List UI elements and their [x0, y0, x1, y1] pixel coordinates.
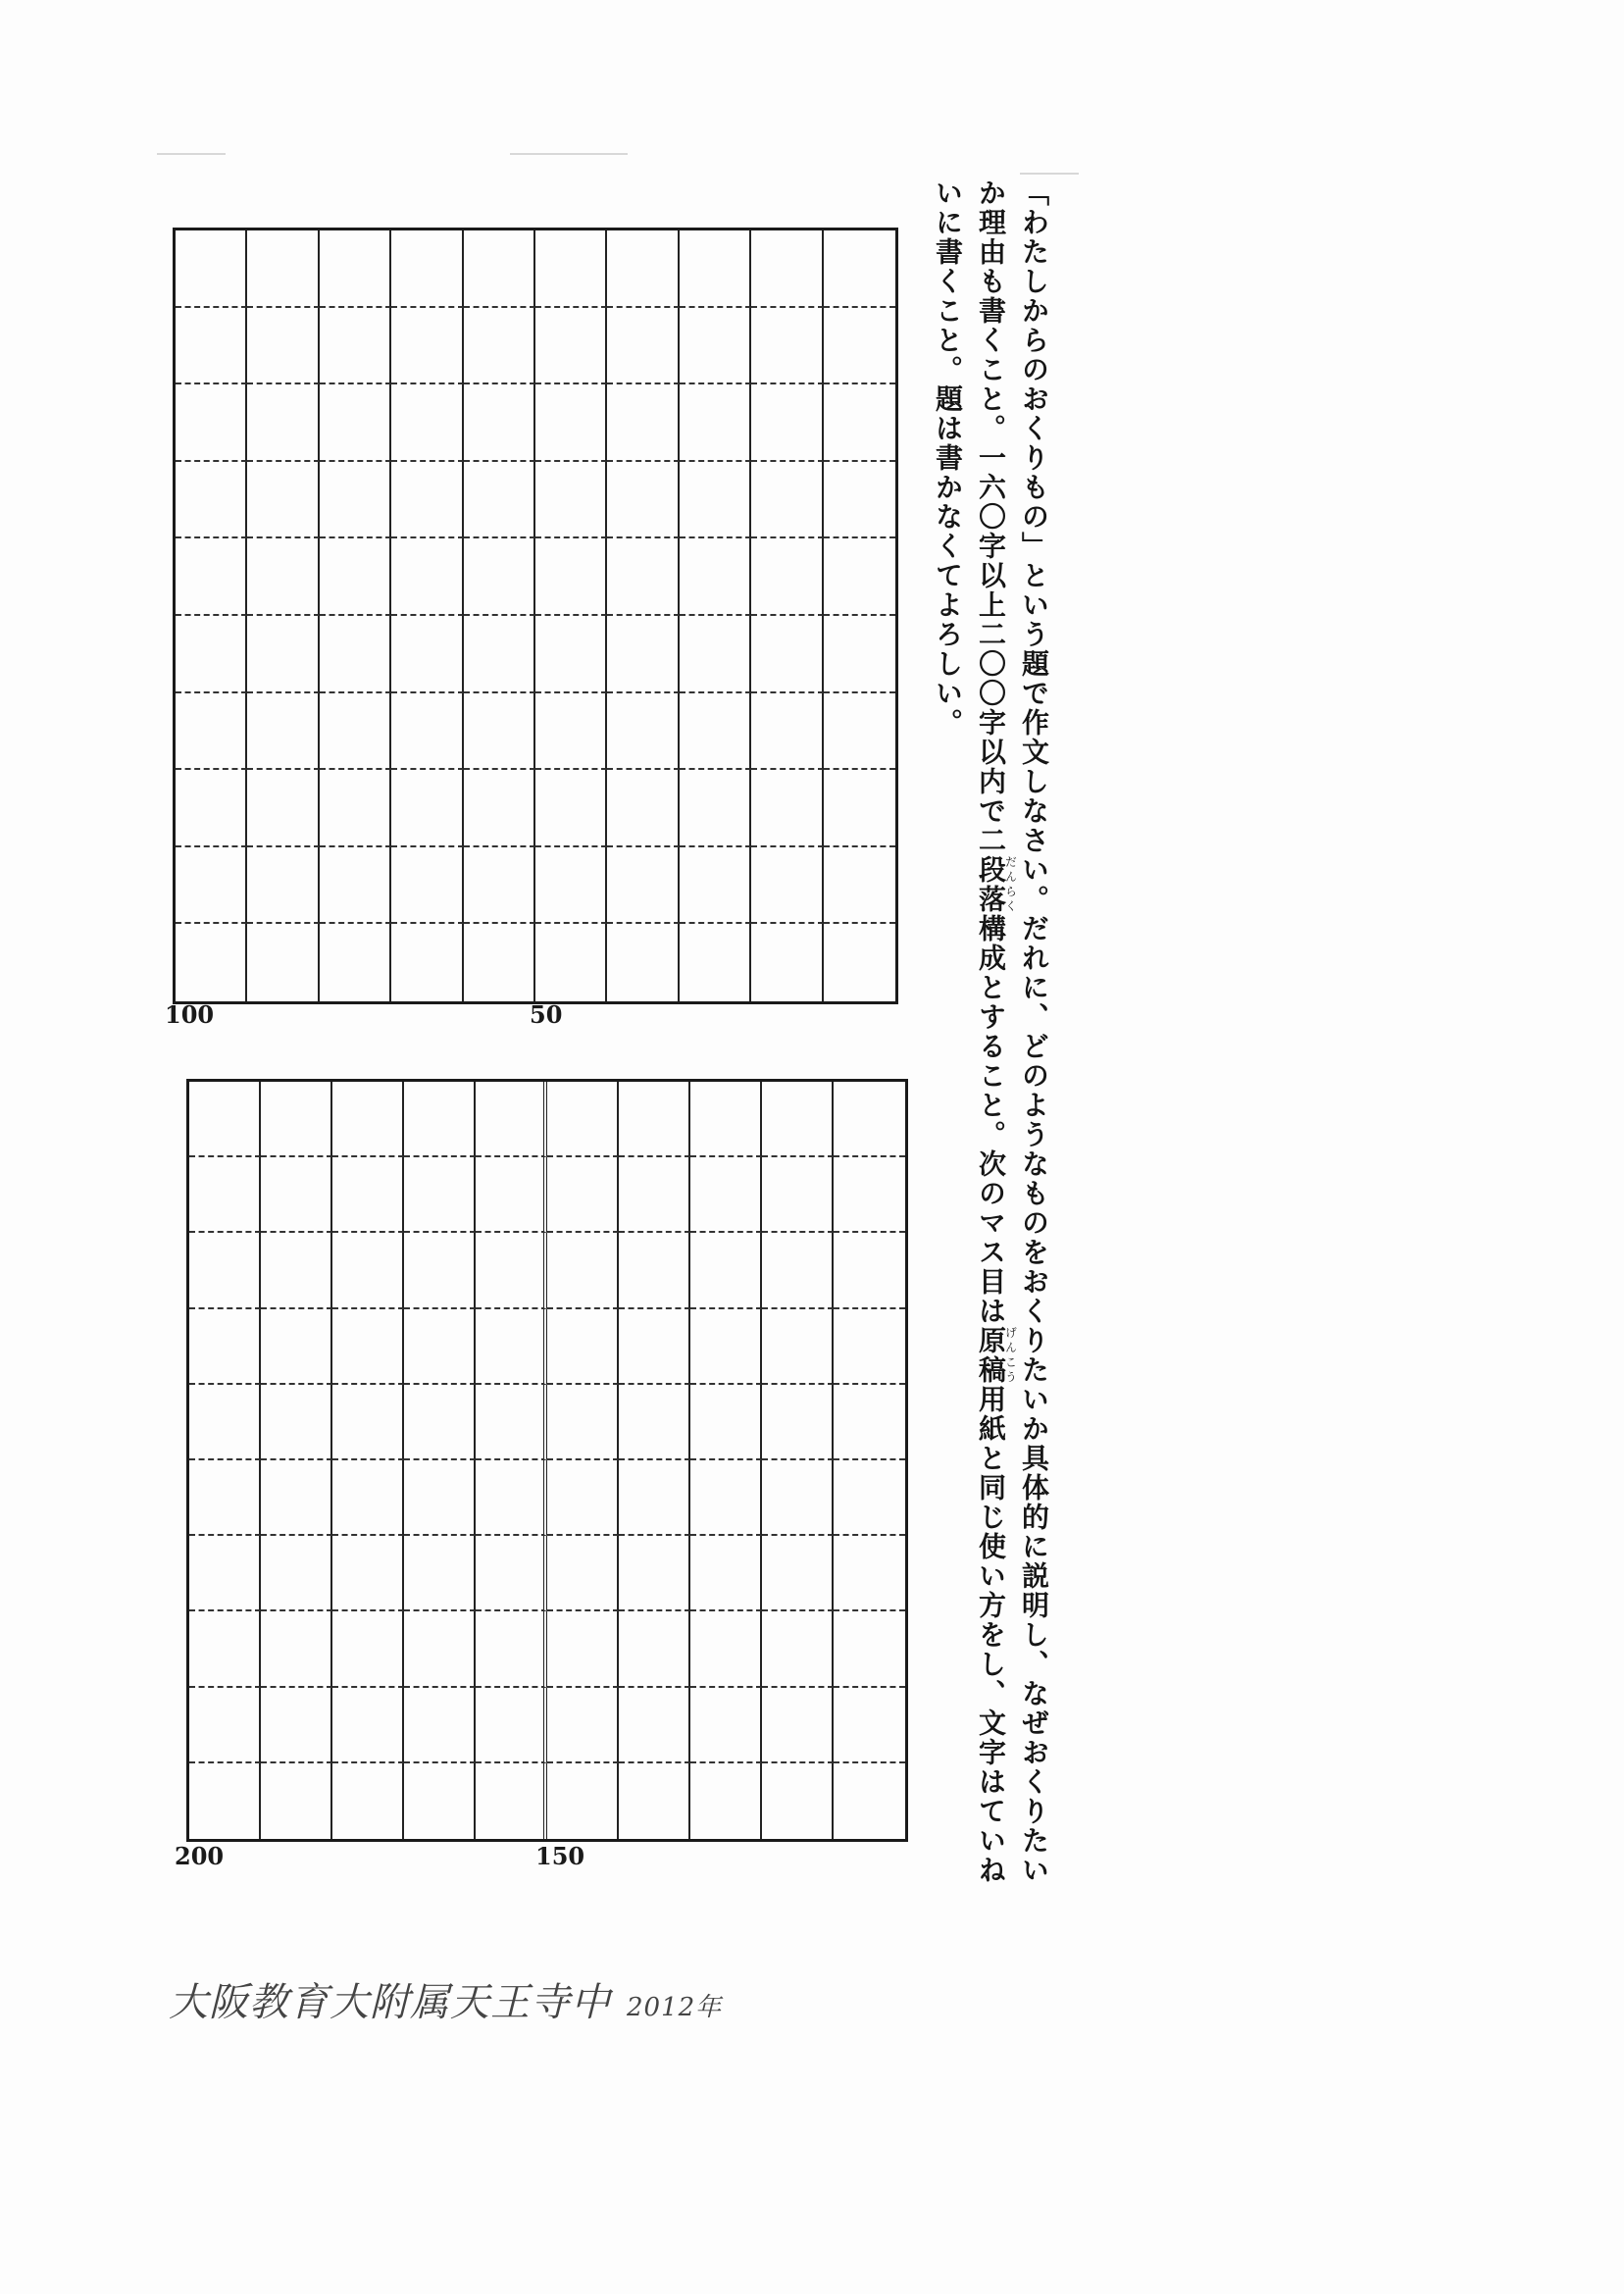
grid-cell	[824, 770, 895, 847]
grid-cell	[762, 1611, 834, 1687]
grid-cell	[189, 1763, 261, 1839]
grid-cell	[247, 538, 319, 616]
grid-cell	[619, 1611, 690, 1687]
grid-cell	[247, 384, 319, 462]
exam-year: 2012年	[627, 1993, 723, 2022]
grid-cell	[332, 1309, 404, 1385]
grid-cell	[834, 1309, 905, 1385]
grid-cell	[176, 616, 247, 693]
grid-cell	[247, 693, 319, 771]
grid-cell	[547, 1611, 619, 1687]
grid-cell	[189, 1385, 261, 1460]
grid-cell	[690, 1082, 762, 1157]
grid-cell	[261, 1082, 332, 1157]
grid-cell	[762, 1309, 834, 1385]
grid-cell	[751, 538, 823, 616]
grid-cell	[404, 1082, 476, 1157]
grid-cell	[176, 693, 247, 771]
grid-cell	[332, 1611, 404, 1687]
grid-cell	[189, 1082, 261, 1157]
grid-cell	[834, 1233, 905, 1308]
grid-cell	[391, 230, 463, 308]
grid-cell	[320, 308, 391, 385]
grid-cell	[320, 924, 391, 1001]
grid-cell	[176, 924, 247, 1001]
grid-cell	[189, 1688, 261, 1763]
grid-cell	[391, 847, 463, 925]
grid-cell	[680, 538, 751, 616]
grid-cell	[332, 1157, 404, 1233]
grid-cell	[607, 230, 679, 308]
grid-cell	[404, 1763, 476, 1839]
grid-cell	[751, 693, 823, 771]
grid-cell	[751, 308, 823, 385]
grid-cell	[176, 308, 247, 385]
grid-cell	[619, 1385, 690, 1460]
grid-cell	[404, 1460, 476, 1536]
instruction-line-2-cont: 構成とすること。次のマス目は	[975, 914, 1007, 1326]
grid-cell	[404, 1157, 476, 1233]
grid-cell	[464, 770, 535, 847]
grid-cell	[261, 1611, 332, 1687]
grid-cell	[535, 616, 607, 693]
grid-cell	[619, 1082, 690, 1157]
grid-cell	[547, 1763, 619, 1839]
grid-cell	[751, 230, 823, 308]
grid-cell	[476, 1157, 547, 1233]
grid-cell	[762, 1233, 834, 1308]
grid-cell	[607, 308, 679, 385]
grid-cell	[834, 1611, 905, 1687]
grid-cell	[619, 1763, 690, 1839]
grid-cell	[535, 847, 607, 925]
ruby-danraku: 段落だんらく	[975, 855, 1018, 914]
grid-cell	[404, 1233, 476, 1308]
grid-cell	[391, 308, 463, 385]
grid-cell	[476, 1309, 547, 1385]
grid-cell	[464, 308, 535, 385]
grid-cell	[751, 847, 823, 925]
grid-cell	[535, 924, 607, 1001]
char-count-label-200: 200	[175, 1842, 225, 1870]
grid-cell	[404, 1536, 476, 1611]
grid-cell	[332, 1233, 404, 1308]
grid-cell	[680, 924, 751, 1001]
grid-cell	[690, 1763, 762, 1839]
grid-cell	[176, 847, 247, 925]
grid-cell	[332, 1385, 404, 1460]
grid-cell	[824, 616, 895, 693]
grid-cell	[464, 462, 535, 539]
grid-cell	[535, 308, 607, 385]
grid-cell	[476, 1688, 547, 1763]
grid-cell	[391, 693, 463, 771]
grid-cell	[762, 1688, 834, 1763]
grid-cell	[464, 538, 535, 616]
grid-cell	[834, 1082, 905, 1157]
grid-cell	[690, 1611, 762, 1687]
grid-cell	[547, 1688, 619, 1763]
grid-cell	[607, 924, 679, 1001]
grid-cell	[834, 1157, 905, 1233]
grid-cell	[176, 230, 247, 308]
school-name: 大阪教育大附属天王寺中	[169, 1980, 611, 2025]
grid-cell	[320, 693, 391, 771]
instruction-line-3: はていねいに書くこと。題は書かなくてよろしい。	[932, 178, 1007, 1885]
grid-cell	[261, 1460, 332, 1536]
grid-cell	[690, 1309, 762, 1385]
grid-cell	[332, 1082, 404, 1157]
grid-cell	[619, 1157, 690, 1233]
grid-cell	[404, 1309, 476, 1385]
grid-cell	[547, 1536, 619, 1611]
grid-cell	[247, 230, 319, 308]
grid-cell	[547, 1309, 619, 1385]
scan-artifact	[1020, 173, 1079, 175]
grid-cell	[680, 308, 751, 385]
char-count-label-150: 150	[535, 1842, 585, 1870]
grid-cell	[391, 384, 463, 462]
grid-cell	[391, 538, 463, 616]
grid-cell	[824, 462, 895, 539]
grid-cell	[751, 616, 823, 693]
grid-cell	[261, 1309, 332, 1385]
grid-cell	[824, 384, 895, 462]
grid-cell	[619, 1536, 690, 1611]
grid-cell	[751, 462, 823, 539]
grid-cell	[762, 1763, 834, 1839]
grid-cell	[332, 1536, 404, 1611]
grid-cell	[607, 847, 679, 925]
grid-cell	[762, 1082, 834, 1157]
grid-cell	[680, 847, 751, 925]
grid-cell	[762, 1460, 834, 1536]
grid-cell	[391, 616, 463, 693]
grid-cell	[320, 462, 391, 539]
grid-cell	[824, 308, 895, 385]
grid-cell	[176, 384, 247, 462]
grid-cell	[607, 693, 679, 771]
grid-cell	[464, 616, 535, 693]
grid-cell	[834, 1385, 905, 1460]
grid-cell	[320, 538, 391, 616]
grid-cell	[619, 1309, 690, 1385]
grid-cell	[476, 1082, 547, 1157]
grid-cell	[607, 770, 679, 847]
grid-cell	[834, 1536, 905, 1611]
grid-cell	[476, 1233, 547, 1308]
grid-cell	[404, 1385, 476, 1460]
grid-cell	[824, 538, 895, 616]
grid-cell	[391, 924, 463, 1001]
grid-cell	[476, 1385, 547, 1460]
scan-artifact	[157, 153, 226, 155]
grid-cell	[680, 462, 751, 539]
grid-cell	[261, 1536, 332, 1611]
grid-cell	[690, 1460, 762, 1536]
grid-cell	[547, 1460, 619, 1536]
manuscript-grid-101-200	[186, 1079, 908, 1842]
grid-cell	[824, 847, 895, 925]
grid-cell	[320, 230, 391, 308]
grid-cell	[320, 847, 391, 925]
grid-cell	[247, 847, 319, 925]
grid-cell	[247, 462, 319, 539]
grid-cell	[464, 693, 535, 771]
handwritten-source-note	[169, 1971, 722, 2027]
grid-cell	[680, 770, 751, 847]
grid-cell	[261, 1763, 332, 1839]
grid-cell	[404, 1688, 476, 1763]
grid-cell	[535, 693, 607, 771]
grid-cell	[176, 538, 247, 616]
char-count-label-50: 50	[530, 1000, 563, 1029]
grid-cell	[547, 1233, 619, 1308]
grid-cell	[247, 924, 319, 1001]
grid-cell	[261, 1157, 332, 1233]
char-count-label-100: 100	[165, 1000, 215, 1029]
grid-cell	[176, 462, 247, 539]
grid-cell	[607, 538, 679, 616]
grid-cell	[464, 230, 535, 308]
grid-cell	[247, 308, 319, 385]
grid-cell	[751, 924, 823, 1001]
grid-cell	[751, 384, 823, 462]
grid-cell	[619, 1460, 690, 1536]
grid-cell	[751, 770, 823, 847]
grid-cell	[261, 1688, 332, 1763]
grid-cell	[834, 1763, 905, 1839]
grid-cell	[189, 1233, 261, 1308]
grid-cell	[189, 1611, 261, 1687]
grid-cell	[680, 384, 751, 462]
grid-cell	[464, 847, 535, 925]
grid-cell	[476, 1536, 547, 1611]
grid-cell	[189, 1309, 261, 1385]
grid-cell	[834, 1688, 905, 1763]
grid-cell	[762, 1385, 834, 1460]
grid-cell	[261, 1385, 332, 1460]
grid-cell	[320, 384, 391, 462]
grid-cell	[607, 616, 679, 693]
grid-cell	[834, 1460, 905, 1536]
grid-cell	[476, 1611, 547, 1687]
grid-cell	[547, 1385, 619, 1460]
manuscript-grid-1-100	[173, 228, 898, 1004]
grid-cell	[680, 693, 751, 771]
scan-artifact	[510, 153, 628, 155]
grid-cell	[476, 1763, 547, 1839]
grid-cell	[690, 1157, 762, 1233]
grid-cell	[464, 924, 535, 1001]
grid-cell	[824, 924, 895, 1001]
grid-cell	[189, 1460, 261, 1536]
grid-cell	[535, 384, 607, 462]
grid-cell	[690, 1536, 762, 1611]
grid-cell	[619, 1688, 690, 1763]
grid-cell	[607, 462, 679, 539]
grid-cell	[680, 230, 751, 308]
grid-cell	[535, 770, 607, 847]
essay-instructions	[926, 178, 1055, 1905]
grid-cell	[320, 616, 391, 693]
instruction-line-2-end: 用紙と同じ使い方をし、文字	[975, 1385, 1007, 1767]
grid-cell	[189, 1157, 261, 1233]
grid-cell	[547, 1157, 619, 1233]
grid-cell	[189, 1536, 261, 1611]
grid-cell	[320, 770, 391, 847]
grid-cell	[547, 1082, 619, 1157]
grid-cell	[332, 1763, 404, 1839]
grid-cell	[332, 1688, 404, 1763]
grid-cell	[404, 1611, 476, 1687]
grid-cell	[824, 230, 895, 308]
grid-cell	[464, 384, 535, 462]
grid-cell	[247, 770, 319, 847]
grid-cell	[824, 693, 895, 771]
ruby-genkou: 原稿げんこう	[975, 1326, 1018, 1385]
grid-cell	[619, 1233, 690, 1308]
grid-cell	[690, 1385, 762, 1460]
grid-cell	[607, 384, 679, 462]
grid-cell	[690, 1688, 762, 1763]
grid-cell	[680, 616, 751, 693]
grid-cell	[535, 230, 607, 308]
grid-cell	[261, 1233, 332, 1308]
instruction-line-1: 「わたしからのおくりもの」という題で作文しなさい。だれに、どのようなものをおくりたいか具体的に説明し、なぜおくり	[1018, 178, 1050, 1826]
grid-cell	[332, 1460, 404, 1536]
grid-cell	[762, 1157, 834, 1233]
grid-cell	[176, 770, 247, 847]
grid-cell	[690, 1233, 762, 1308]
grid-cell	[476, 1460, 547, 1536]
grid-cell	[762, 1536, 834, 1611]
grid-cell	[391, 770, 463, 847]
grid-cell	[535, 462, 607, 539]
instruction-line-2: たいか理由も書くこと。一六〇字以上二〇〇字以内で二	[975, 178, 1050, 1885]
grid-cell	[247, 616, 319, 693]
grid-cell	[391, 462, 463, 539]
grid-cell	[535, 538, 607, 616]
